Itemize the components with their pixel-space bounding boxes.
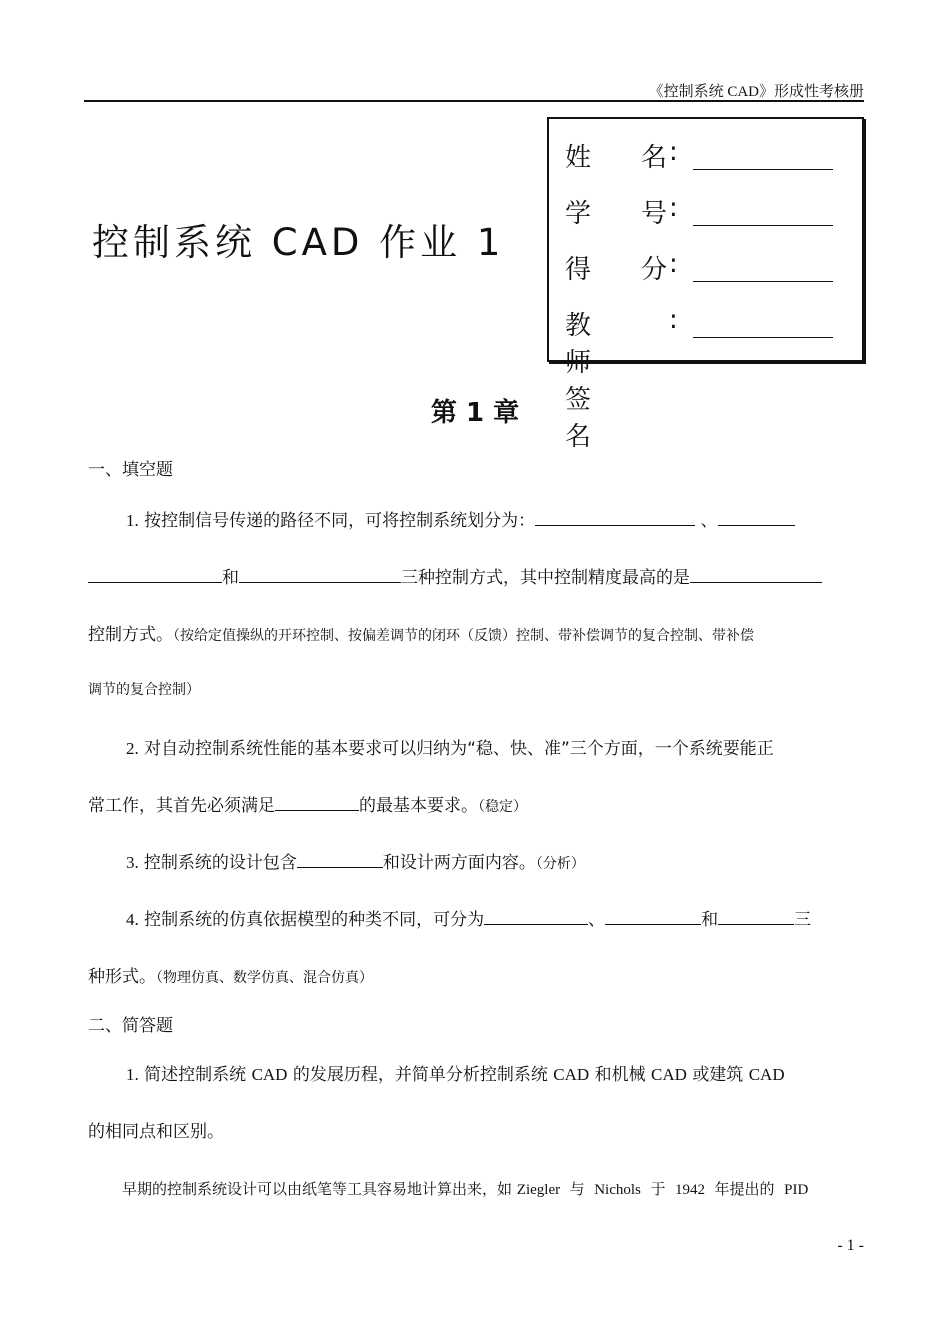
q3-blank[interactable]	[297, 849, 383, 868]
short-answer-question-1-line-1: 1. 简述控制系统 CAD 的发展历程，并简单分析控制系统 CAD 和机械 CAD 或建筑 CAD	[126, 1065, 785, 1085]
q1-blank-2[interactable]	[718, 507, 795, 526]
q4-blank-3[interactable]	[718, 906, 794, 925]
q4-blank-1[interactable]	[484, 906, 588, 925]
q1-blank-1[interactable]	[535, 507, 695, 526]
q1-blank-2-cont[interactable]	[88, 564, 222, 583]
student-id-field[interactable]	[693, 225, 833, 226]
question-2-line-1: 2. 对自动控制系统性能的基本要求可以归纳为“稳、快、准”三个方面，一个系统要能正	[126, 739, 774, 759]
question-3: 3. 控制系统的设计包含 和设计两方面内容。（分析）	[126, 848, 585, 873]
short-answer-response: 早期的控制系统设计可以由纸笔等工具容易地计算出来，如 Ziegler 与 Nichols 于 1942 年提出的 PID	[122, 1180, 809, 1198]
name-colon: :	[669, 137, 678, 167]
question-1-line-1: 1. 按控制信号传递的路径不同，可将控制系统划分为： 、	[126, 506, 795, 531]
teacher-signature-label: 教师签名	[565, 311, 592, 452]
q4-blank-2[interactable]	[605, 906, 701, 925]
q1-blank-3[interactable]	[239, 564, 401, 583]
score-field[interactable]	[693, 281, 833, 282]
page-number: - 1 -	[837, 1237, 864, 1254]
chapter-title: 第 1 章	[430, 398, 520, 428]
section-heading-fill-in: 一、填空题	[88, 460, 173, 480]
q4-answer: （物理仿真、数学仿真、混合仿真）	[156, 970, 373, 986]
question-4-line-2: 种形式。（物理仿真、数学仿真、混合仿真）	[88, 967, 373, 987]
question-1-line-2: 和 三种控制方式，其中控制精度最高的是	[88, 563, 822, 588]
q2-answer: （稳定）	[478, 799, 527, 815]
score-colon: :	[669, 249, 678, 279]
section-heading-short-answer: 二、简答题	[88, 1016, 173, 1036]
document-title: 控制系统 CAD 作业 1	[92, 221, 505, 264]
question-1-line-3: 控制方式。（按给定值操纵的开环控制、按偏差调节的闭环（反馈）控制、带补偿调节的复合控制、带补偿	[88, 625, 754, 645]
q3-answer: （分析）	[535, 856, 585, 872]
name-field[interactable]	[693, 169, 833, 170]
short-answer-question-1-line-2: 的相同点和区别。	[88, 1122, 224, 1142]
question-4-line-1: 4. 控制系统的仿真依据模型的种类不同，可分为 、 和 三	[126, 905, 811, 930]
teacher-signature-colon: :	[669, 305, 678, 335]
header-rule	[84, 100, 864, 102]
student-info-box: 姓 名 : 学 号 : 得 分 : 教师签名 :	[547, 117, 864, 362]
q1-answer-continued: 调节的复合控制）	[88, 682, 200, 698]
teacher-signature-field[interactable]	[693, 337, 833, 338]
student-id-colon: :	[669, 193, 678, 223]
q2-blank[interactable]	[275, 792, 359, 811]
q1-blank-4[interactable]	[690, 564, 822, 583]
running-header: 《控制系统 CAD》形成性考核册	[648, 84, 864, 100]
q1-answer: （按给定值操纵的开环控制、按偏差调节的闭环（反馈）控制、带补偿调节的复合控制、带补偿	[173, 628, 754, 644]
question-2-line-2: 常工作，其首先必须满足 的最基本要求。（稳定）	[88, 791, 527, 816]
